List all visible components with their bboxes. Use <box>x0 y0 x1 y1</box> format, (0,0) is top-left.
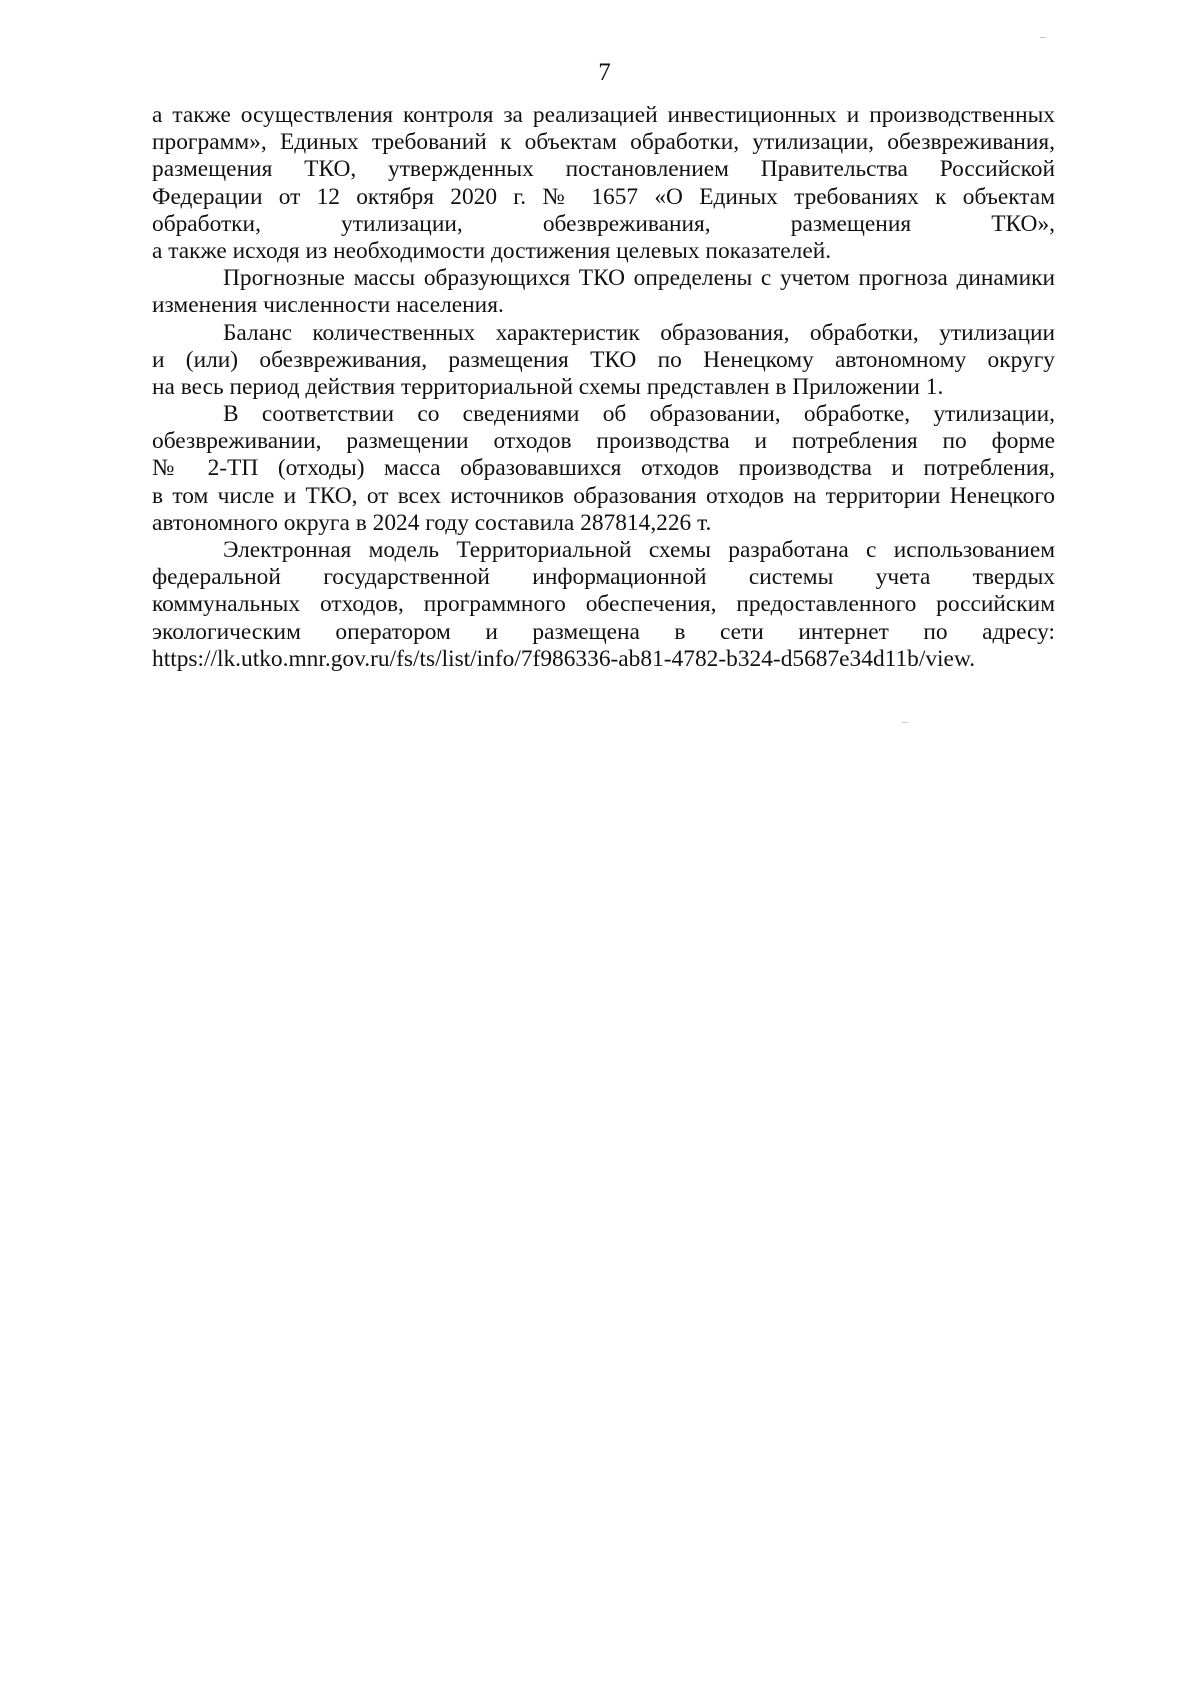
text-line: В соответствии со сведениями об образовании, обработке, утилизации, <box>223 401 1055 428</box>
text-line: а также осуществления контроля за реализацией инвестиционных и производственных <box>152 102 1055 128</box>
text-line: автономного округа в 2024 году составила 287814,226 т. <box>152 509 712 536</box>
text-line: размещения ТКО, утвержденных постановлением Правительства Российской <box>152 156 1055 183</box>
text-line: на весь период действия территориальной схемы представлен в Приложении 1. <box>152 373 944 400</box>
paragraph-regulations-continuation <box>152 102 1055 265</box>
paragraph-forecast-masses <box>152 265 1055 319</box>
text-line: обезвреживании, размещении отходов производства и потребления по форме <box>152 428 1055 455</box>
text-line: Прогнозные массы образующихся ТКО определены с учетом прогноза динамики <box>223 265 1055 292</box>
text-line: программ», Единых требований к объектам обработки, утилизации, обезвреживания, <box>152 129 1055 156</box>
text-line: коммунальных отходов, программного обеспечения, предоставленного российским <box>152 591 1055 618</box>
text-line: федеральной государственной информационной системы учета твердых <box>152 564 1055 591</box>
text-line: в том числе и ТКО, от всех источников образования отходов на территории Ненецкого <box>152 482 1055 509</box>
paragraph-electronic-model <box>152 537 1055 673</box>
text-line: № 2-ТП (отходы) масса образовавшихся отходов производства и потребления, <box>152 455 1055 482</box>
text-line: изменения численности населения. <box>152 292 504 319</box>
text-line: экологическим оператором и размещена в сети интернет по адресу: <box>152 618 1055 645</box>
paragraph-balance <box>152 320 1055 402</box>
text-line: Федерации от 12 октября 2020 г. № 1657 «О Единых требованиях к объектам <box>152 183 1055 210</box>
text-line: Баланс количественных характеристик образования, обработки, утилизации <box>223 319 1055 346</box>
text-line: Электронная модель Территориальной схемы разработана с использованием <box>223 537 1055 563</box>
text-line: а также исходя из необходимости достижения целевых показателей. <box>152 237 832 264</box>
paragraph-waste-mass-2024 <box>152 401 1055 537</box>
scan-artifact <box>1040 37 1046 38</box>
page-number: 7 <box>598 59 611 86</box>
electronic-model-url: https://lk.utko.mnr.gov.ru/fs/ts/list/info/7f986336-ab81-4782-b324-d5687e34d11b/view. <box>152 645 976 672</box>
document-body <box>152 102 1055 673</box>
text-line: и (или) обезвреживания, размещения ТКО по Ненецкому автономному округу <box>152 346 1055 373</box>
text-line: обработки, утилизации, обезвреживания, размещения ТКО», <box>152 210 1055 237</box>
scan-artifact <box>902 722 908 723</box>
